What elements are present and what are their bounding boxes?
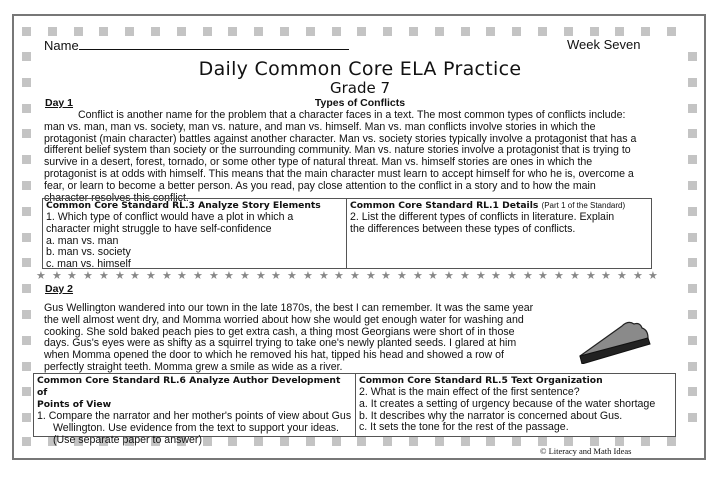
border-square (512, 437, 521, 446)
star-icon: ★ (460, 270, 470, 282)
passage-line: survive in a desert, forest, tornado, or some other type of natural threat. Man vs. himself stories are ones in which the (44, 156, 593, 169)
star-icon: ★ (633, 270, 643, 282)
star-icon: ★ (177, 270, 187, 282)
border-square (512, 27, 521, 36)
border-square (461, 27, 470, 36)
border-square (383, 437, 392, 446)
border-square (688, 258, 697, 267)
border-square (22, 413, 31, 422)
border-square (177, 27, 186, 36)
passage-line: days. Gus's eyes were as shifty as a squirrel trying to take one's newly planted seeds. I glared at him (44, 337, 517, 350)
question-text: the differences between these types of conflicts. (350, 222, 576, 235)
day2-question-1 (34, 374, 356, 446)
star-icon: ★ (444, 270, 454, 282)
border-square (615, 27, 624, 36)
border-square (22, 129, 31, 138)
passage-line: fear, or learn to become a better person. As you read, pay close attention to the conflict in a story and to how the main (44, 179, 596, 192)
border-square (228, 27, 237, 36)
border-square (22, 437, 31, 446)
question-text: 1. Which type of conflict would have a plot in which a (46, 211, 294, 223)
passage-line: when Momma opened the door to which he removed his hat, tipped his head and showed a row of (44, 349, 504, 362)
star-icon: ★ (366, 270, 376, 282)
passage-line: protagonist is at odds with himself. This means that the main character must learn to accept himself for who he is, overcome a (44, 167, 634, 180)
star-icon: ★ (334, 270, 344, 282)
star-icon: ★ (554, 270, 564, 282)
star-icon: ★ (586, 270, 596, 282)
passage-line: Gus Wellington wandered into our town in the late 1870s, the best I can remember. It was the same year (44, 302, 534, 314)
star-icon: ★ (83, 270, 93, 282)
star-icon: ★ (146, 270, 156, 282)
star-icon: ★ (381, 270, 391, 282)
day2-label: Day 2 (45, 283, 74, 295)
name-line[interactable] (79, 37, 349, 50)
standard-label: Common Core Standard RL.5 Text Organization (359, 375, 603, 386)
question-text: 1. Compare the narrator and her mother's points of view about Gus Wellington. Use evidence from the text to support your ideas. (Use separate paper to answer) (37, 410, 352, 446)
standard-label: Common Core Standard RL.3 Analyze Story Elements (46, 200, 321, 211)
border-square (564, 437, 573, 446)
star-icon: ★ (319, 270, 329, 282)
border-square (688, 310, 697, 319)
border-square (538, 437, 547, 446)
star-icon: ★ (209, 270, 219, 282)
border-square (564, 27, 573, 36)
border-square (667, 437, 676, 446)
border-square (357, 27, 366, 36)
star-icon: ★ (413, 270, 423, 282)
passage-line: man vs. man, man vs. society, man vs. nature, and man vs. himself. Man vs. man conflicts involve stories in which the (44, 120, 596, 133)
border-square (590, 437, 599, 446)
day2-question-2 (356, 374, 675, 436)
border-square (667, 27, 676, 36)
border-square (615, 437, 624, 446)
answer-option[interactable]: a. man vs. man (46, 234, 119, 247)
border-square (688, 129, 697, 138)
star-icon: ★ (350, 270, 360, 282)
border-square (688, 413, 697, 422)
star-icon: ★ (130, 270, 140, 282)
answer-option[interactable]: c. man vs. himself (46, 258, 131, 271)
border-square (22, 310, 31, 319)
day2-passage (44, 303, 533, 374)
day1-questions (42, 198, 652, 269)
border-square (22, 155, 31, 164)
border-square (22, 258, 31, 267)
border-square (22, 27, 31, 36)
border-square (22, 207, 31, 216)
border-square (486, 437, 495, 446)
border-square (688, 284, 697, 293)
star-icon: ★ (193, 270, 203, 282)
day1-heading: Types of Conflicts (314, 97, 406, 109)
name-field[interactable] (44, 37, 349, 53)
star-icon: ★ (99, 270, 109, 282)
border-square (332, 27, 341, 36)
question-text: character might struggle to have self-confidence (46, 222, 272, 235)
standard-label: Points of View (37, 399, 112, 410)
passage-line: protagonist (main character) battles against another character. Man vs. society stories typically involve a protagonist that has a (44, 132, 637, 145)
pie-slice-icon (578, 318, 654, 364)
name-label: Name (44, 38, 79, 53)
star-icon: ★ (507, 270, 517, 282)
border-square (22, 387, 31, 396)
star-icon: ★ (67, 270, 77, 282)
border-square (22, 233, 31, 242)
star-icon: ★ (601, 270, 611, 282)
border-square (280, 27, 289, 36)
border-square (435, 27, 444, 36)
standard-label: Common Core Standard RL.6 Analyze Author Development of (37, 375, 341, 398)
question-text: 2. What is the main effect of the first sentence? (359, 386, 580, 398)
border-square (74, 27, 83, 36)
passage-line: cooking. She sold baked peach pies to get extra cash, a thing most Georgians were short of in those (44, 325, 515, 338)
day1-passage (44, 110, 636, 204)
border-square (22, 362, 31, 371)
star-icon: ★ (538, 270, 548, 282)
standard-label: Common Core Standard RL.1 Details (350, 200, 539, 211)
star-icon: ★ (397, 270, 407, 282)
answer-option[interactable]: b. man vs. society (46, 246, 131, 259)
border-square (22, 181, 31, 190)
border-square (688, 233, 697, 242)
border-square (48, 27, 57, 36)
border-square (688, 387, 697, 396)
answer-option[interactable]: b. It describes why the narrator is concerned about Gus. (359, 409, 623, 422)
day1-question-2 (347, 199, 651, 268)
border-square (641, 437, 650, 446)
star-icon: ★ (523, 270, 533, 282)
border-square (688, 207, 697, 216)
day1-label: Day 1 (45, 97, 74, 109)
border-square (357, 437, 366, 446)
border-square (461, 437, 470, 446)
star-icon: ★ (648, 270, 658, 282)
border-square (254, 27, 263, 36)
border-square (486, 27, 495, 36)
passage-line: the well almost went dry, and Momma worried about how she would get enough water for washing and (44, 313, 524, 326)
star-icon: ★ (570, 270, 580, 282)
border-square (203, 27, 212, 36)
border-square (99, 27, 108, 36)
star-icon: ★ (36, 270, 46, 282)
question-text: 2. List the different types of conflicts in literature. Explain (350, 211, 615, 223)
answer-option[interactable]: c. It sets the tone for the rest of the passage. (359, 421, 569, 434)
week-label: Week Seven (567, 37, 641, 52)
standard-note: (Part 1 of the Standard) (541, 201, 626, 210)
border-square (22, 336, 31, 345)
border-square (383, 27, 392, 36)
border-square (688, 362, 697, 371)
border-square (409, 27, 418, 36)
border-square (590, 27, 599, 36)
passage-line: character resolves this conflict. (44, 191, 189, 204)
border-square (435, 437, 444, 446)
star-icon: ★ (224, 270, 234, 282)
page-title: Daily Common Core ELA Practice (198, 58, 522, 80)
border-square (306, 27, 315, 36)
border-square (688, 181, 697, 190)
passage-line: different belief system than society or the surrounding community. Man vs. nature stories involve a protagonist that is trying to (44, 144, 631, 157)
star-icon: ★ (287, 270, 297, 282)
answer-option[interactable]: a. It creates a setting of urgency because of the water shortage (359, 397, 656, 410)
star-icon: ★ (256, 270, 266, 282)
star-icon: ★ (303, 270, 313, 282)
copyright: © Literacy and Math Ideas (540, 446, 632, 456)
border-square (538, 27, 547, 36)
border-square (688, 336, 697, 345)
star-icon: ★ (240, 270, 250, 282)
day1-question-1 (43, 199, 347, 271)
star-icon: ★ (491, 270, 501, 282)
star-icon: ★ (428, 270, 438, 282)
star-icon: ★ (115, 270, 125, 282)
passage-line: Conflict is another name for the problem that a character faces in a text. The most common types of conflicts include: (78, 109, 626, 121)
day2-questions (33, 373, 676, 446)
star-icon: ★ (162, 270, 172, 282)
star-icon: ★ (271, 270, 281, 282)
border-square (22, 284, 31, 293)
passage-line: perfectly straight teeth. Momma grew a smile as wide as a river. (44, 360, 343, 373)
star-icon: ★ (617, 270, 627, 282)
star-icon: ★ (52, 270, 62, 282)
border-square (151, 27, 160, 36)
border-square (125, 27, 134, 36)
border-square (688, 155, 697, 164)
border-square (409, 437, 418, 446)
border-square (641, 27, 650, 36)
grade-label: Grade 7 (329, 79, 391, 97)
star-icon: ★ (476, 270, 486, 282)
